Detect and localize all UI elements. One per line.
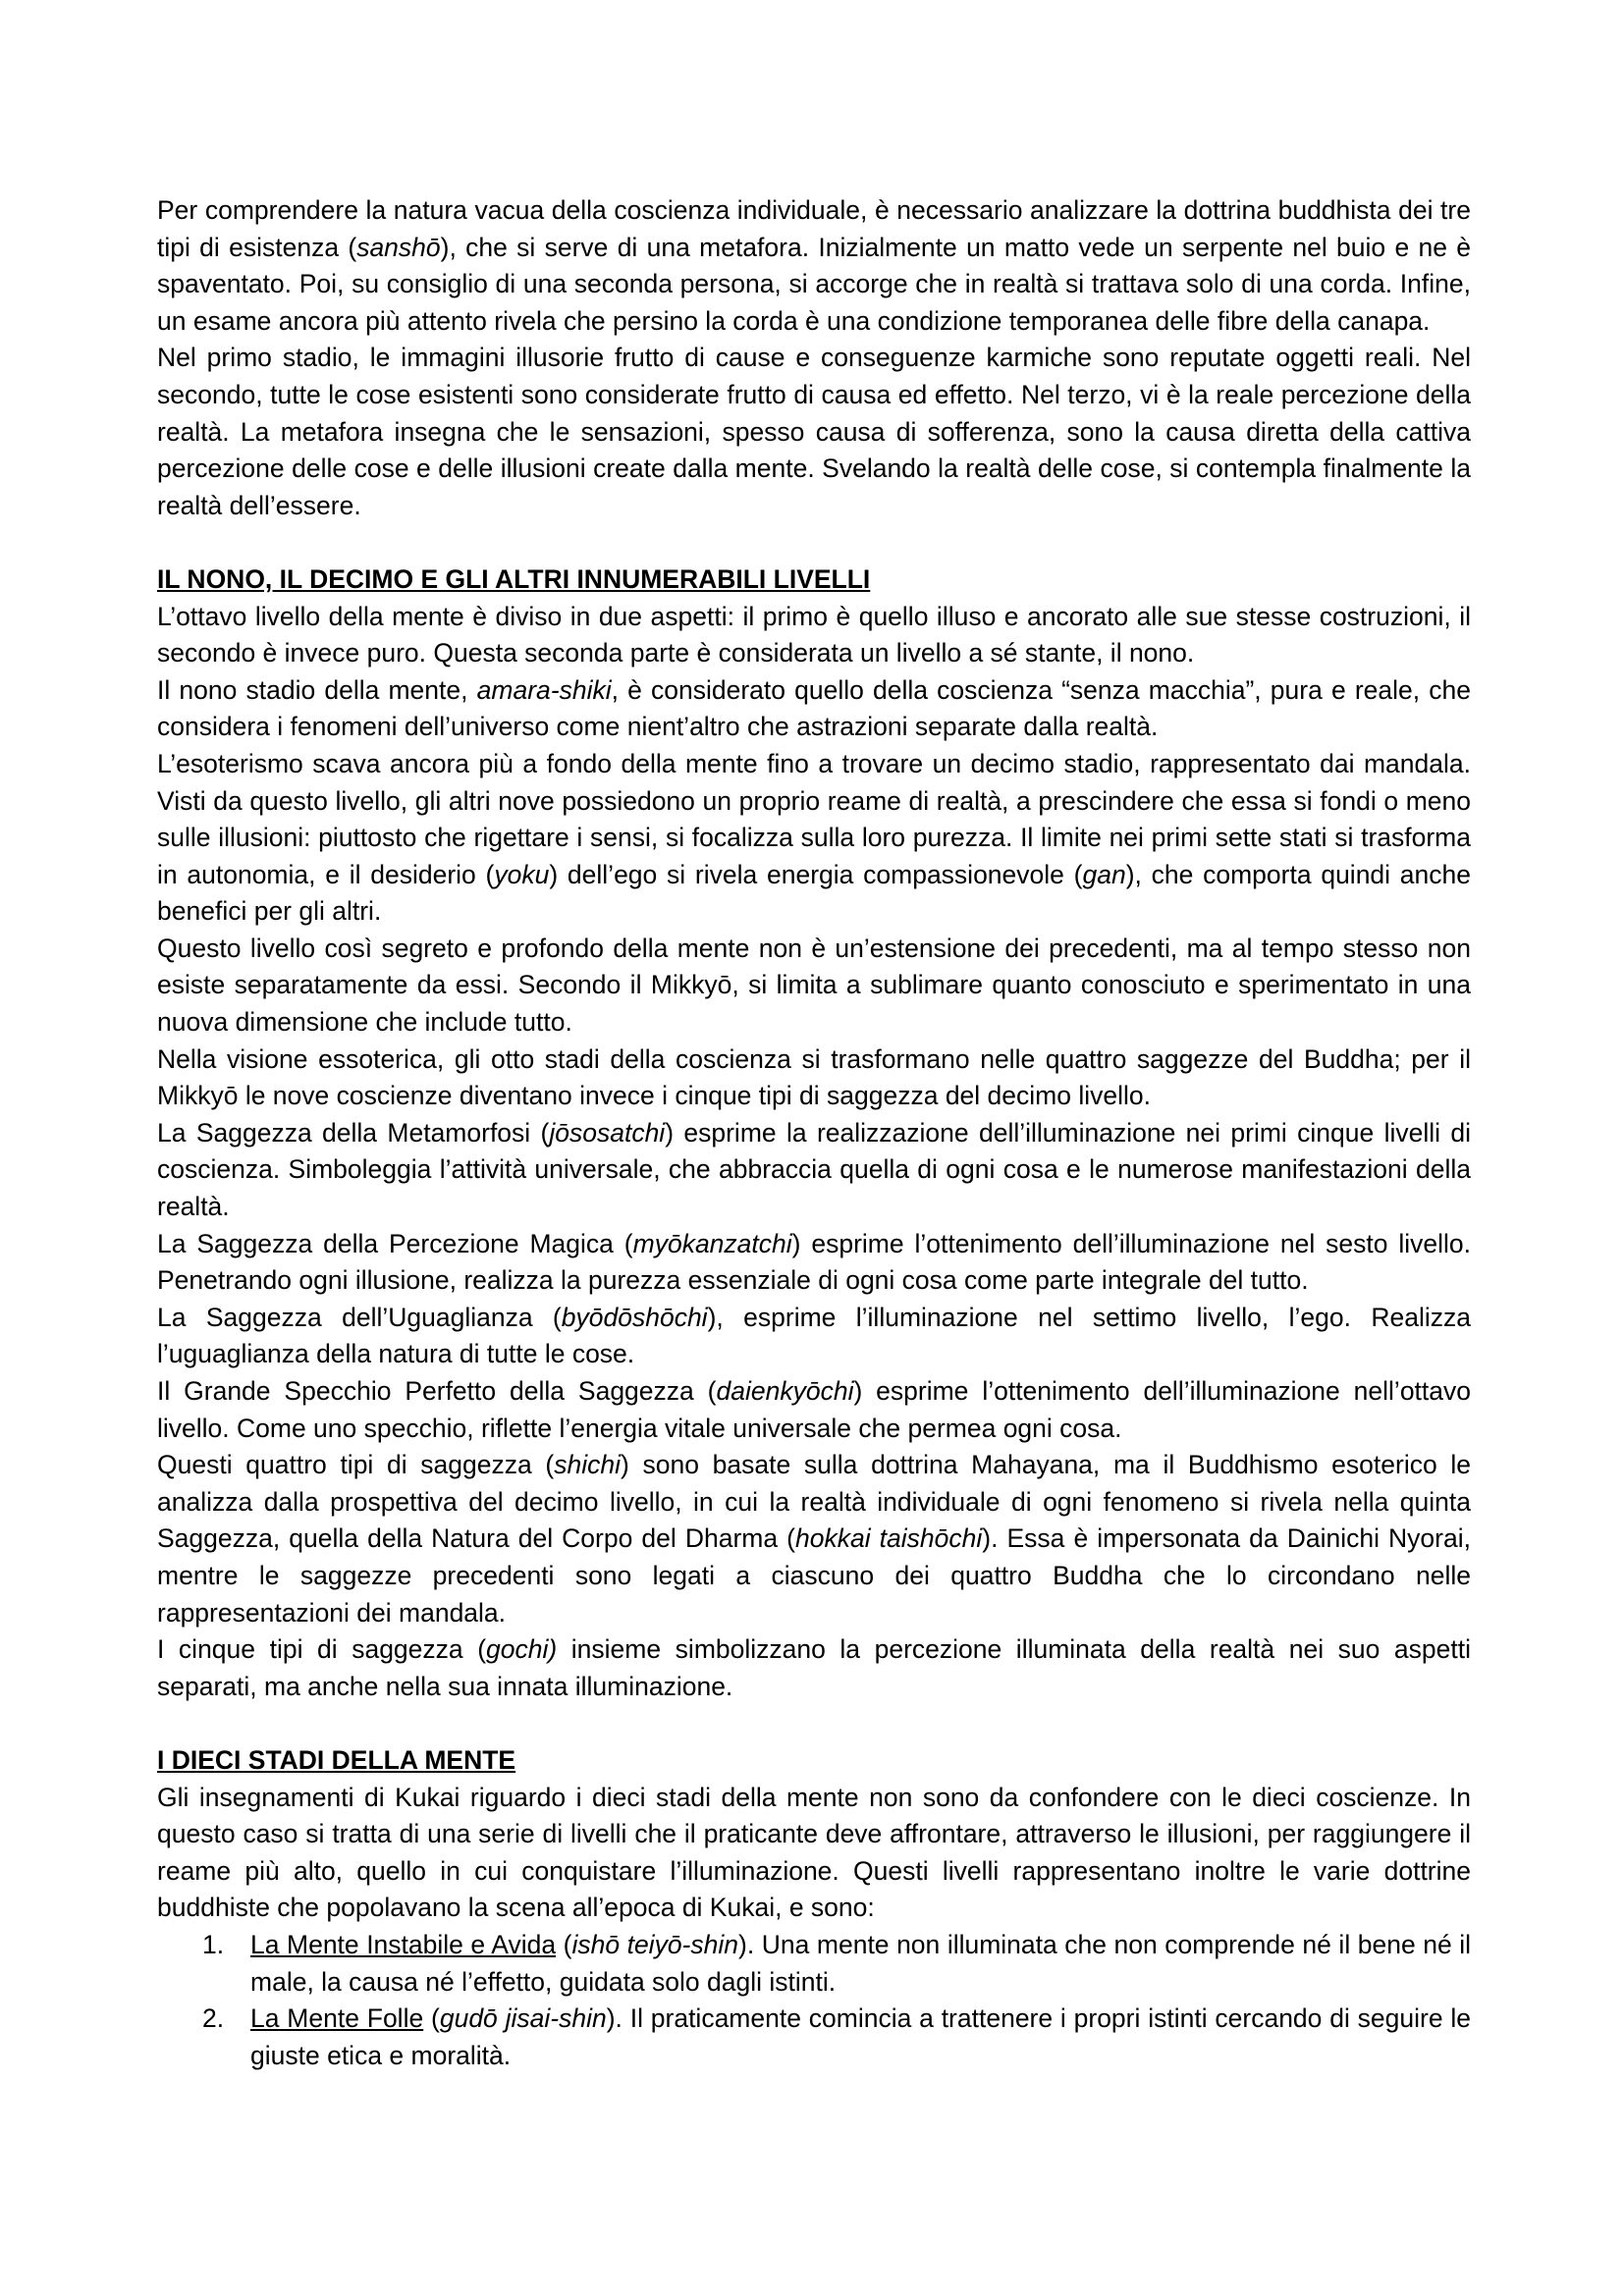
italic-term: shichi xyxy=(554,1450,622,1480)
italic-term: yoku xyxy=(494,859,550,889)
paragraph: L’esoterismo scava ancora più a fondo della mente fino a trovare un decimo stadio, rappresentato dai mandala. Visti da questo livello, gli altri nove possiedono un proprio reame di realtà, a prescindere che essa si fondi o meno sulle illusioni: piuttosto che rigettare i sensi, si focalizza sulla loro purezza. Il limite nei primi sette stati si trasforma in autonomia, e il desiderio (yoku) dell’ego si rivela energia compassionevole (gan), che comporta quindi anche benefici per gli altri. xyxy=(157,748,1472,927)
italic-term: gochi) xyxy=(486,1634,558,1665)
italic-term: hokkai taishōchi xyxy=(794,1523,983,1554)
document-body xyxy=(157,192,1471,2074)
list-number: 1. xyxy=(202,1929,225,1959)
blank-line xyxy=(157,1705,1471,1742)
stage-title: La Mente Instabile e Avida xyxy=(250,1929,557,1959)
paragraph: Gli insegnamenti di Kukai riguardo i dieci stadi della mente non sono da confondere con le dieci coscienze. In questo caso si tratta di una serie di livelli che il praticante deve affrontare, attraverso le illusioni, per raggiungere il reame più alto, quello in cui conquistare l’illuminazione. Questi livelli rappresentano inoltre le varie dottrine buddhiste che popolavano la scena all’epoca di Kukai, e sono: xyxy=(157,1782,1471,1923)
blank-line xyxy=(157,524,1471,561)
paragraph: Il nono stadio della mente, amara-shiki, è considerato quello della coscienza “senza macchia”, pura e reale, che considera i fenomeni dell’universo come nient’altro che astrazioni separate dalla realtà. xyxy=(157,674,1472,742)
italic-term: jōsosatchi xyxy=(549,1117,666,1148)
list-item: 1. La Mente Instabile e Avida (ishō teiyō-shin). Una mente non illuminata che non comprende né il bene né il male, la causa né l’effetto, guidata solo dagli istinti. xyxy=(157,1927,1471,2001)
paragraph: I cinque tipi di saggezza (gochi) insieme simbolizzano la percezione illuminata della realtà nei suo aspetti separati, ma anche nella sua innata illuminazione. xyxy=(157,1634,1472,1701)
italic-term: byōdōshōchi xyxy=(561,1302,708,1332)
section-heading-ninth-tenth-levels: IL NONO, IL DECIMO E GLI ALTRI INNUMERABILI LIVELLI xyxy=(157,563,871,594)
italic-term: gudō jisai-shin xyxy=(439,2003,607,2034)
ten-stages-list xyxy=(157,1927,1471,2074)
italic-term: amara-shiki xyxy=(476,674,612,705)
paragraph: Il Grande Specchio Perfetto della Saggezza (daienkyōchi) esprime l’ottenimento dell’illuminazione nell’ottavo livello. Come uno specchio, riflette l’energia vitale universale che permea ogni cosa. xyxy=(157,1376,1472,1443)
italic-term: ishō teiyō-shin xyxy=(571,1929,739,1959)
italic-term: daienkyōchi xyxy=(716,1376,854,1406)
paragraph: L’ottavo livello della mente è diviso in due aspetti: il primo è quello illuso e ancorato alle sue stesse costruzioni, il secondo è invece puro. Questa seconda parte è considerata un livello a sé stante, il nono. xyxy=(157,601,1471,668)
paragraph: La Saggezza della Metamorfosi (jōsosatchi) esprime la realizzazione dell’illuminazione nei primi cinque livelli di coscienza. Simboleggia l’attività universale, che abbraccia quella di ogni cosa e le numerose manifestazioni della realtà. xyxy=(157,1117,1471,1222)
intro-section xyxy=(157,192,1471,524)
list-number: 2. xyxy=(202,2003,225,2034)
ninth-tenth-levels-section xyxy=(157,599,1471,1706)
paragraph: Per comprendere la natura vacua della coscienza individuale, è necessario analizzare la dottrina buddhista dei tre tipi di esistenza (sanshō), che si serve di una metafora. Inizialmente un matto vede un serpente nel buio e ne è spaventato. Poi, su consiglio di una seconda persona, si accorge che in realtà si trattava solo di una corda. Infine, un esame ancora più attento rivela che persino la corda è una condizione temporanea delle fibre della canapa. xyxy=(157,195,1471,336)
list-item: 2. La Mente Folle (gudō jisai-shin). Il praticamente comincia a trattenere i propri istinti cercando di seguire le giuste etica e moralità. xyxy=(157,2001,1471,2074)
section-heading-ten-stages: I DIECI STADI DELLA MENTE xyxy=(157,1744,516,1775)
paragraph: La Saggezza della Percezione Magica (myōkanzatchi) esprime l’ottenimento dell’illuminazione nel sesto livello. Penetrando ogni illusione, realizza la purezza essenziale di ogni cosa come parte integrale del tutto. xyxy=(157,1228,1471,1296)
italic-term: myōkanzatchi xyxy=(632,1228,792,1258)
italic-term: sanshō xyxy=(356,232,441,262)
paragraph: Questo livello così segreto e profondo della mente non è un’estensione dei precedenti, ma al tempo stesso non esiste separatamente da essi. Secondo il Mikkyō, si limita a sublimare quanto conosciuto e sperimentato in una nuova dimensione che include tutto. xyxy=(157,933,1471,1038)
paragraph: La Saggezza dell’Uguaglianza (byōdōshōchi), esprime l’illuminazione nel settimo livello, l’ego. Realizza l’uguaglianza della natura di tutte le cose. xyxy=(157,1302,1471,1369)
italic-term: gan xyxy=(1082,859,1126,889)
paragraph: Nella visione essoterica, gli otto stadi della coscienza si trasformano nelle quattro saggezze del Buddha; per il Mikkyō le nove coscienze diventano invece i cinque tipi di saggezza del decimo livello. xyxy=(157,1043,1471,1111)
ten-stages-section xyxy=(157,1780,1471,1927)
stage-title: La Mente Folle xyxy=(250,2003,424,2034)
paragraph: Questi quattro tipi di saggezza (shichi) sono basate sulla dottrina Mahayana, ma il Buddhismo esoterico le analizza dalla prospettiva del decimo livello, in cui la realtà individuale di ogni fenomeno si rivela nella quinta Saggezza, quella della Natura del Corpo del Dharma (hokkai taishōchi). Essa è impersonata da Dainichi Nyorai, mentre le saggezze precedenti sono legati a ciascuno dei quattro Buddha che lo circondano nelle rappresentazioni dei mandala. xyxy=(157,1450,1472,1628)
paragraph: Nel primo stadio, le immagini illusorie frutto di cause e conseguenze karmiche sono reputate oggetti reali. Nel secondo, tutte le cose esistenti sono considerate frutto di causa ed effetto. Nel terzo, vi è la reale percezione della realtà. La metafora insegna che le sensazioni, spesso causa di sofferenza, sono la causa diretta della cattiva percezione delle cose e delle illusioni create dalla mente. Svelando la realtà delle cose, si contempla finalmente la realtà dell’essere. xyxy=(157,343,1471,520)
